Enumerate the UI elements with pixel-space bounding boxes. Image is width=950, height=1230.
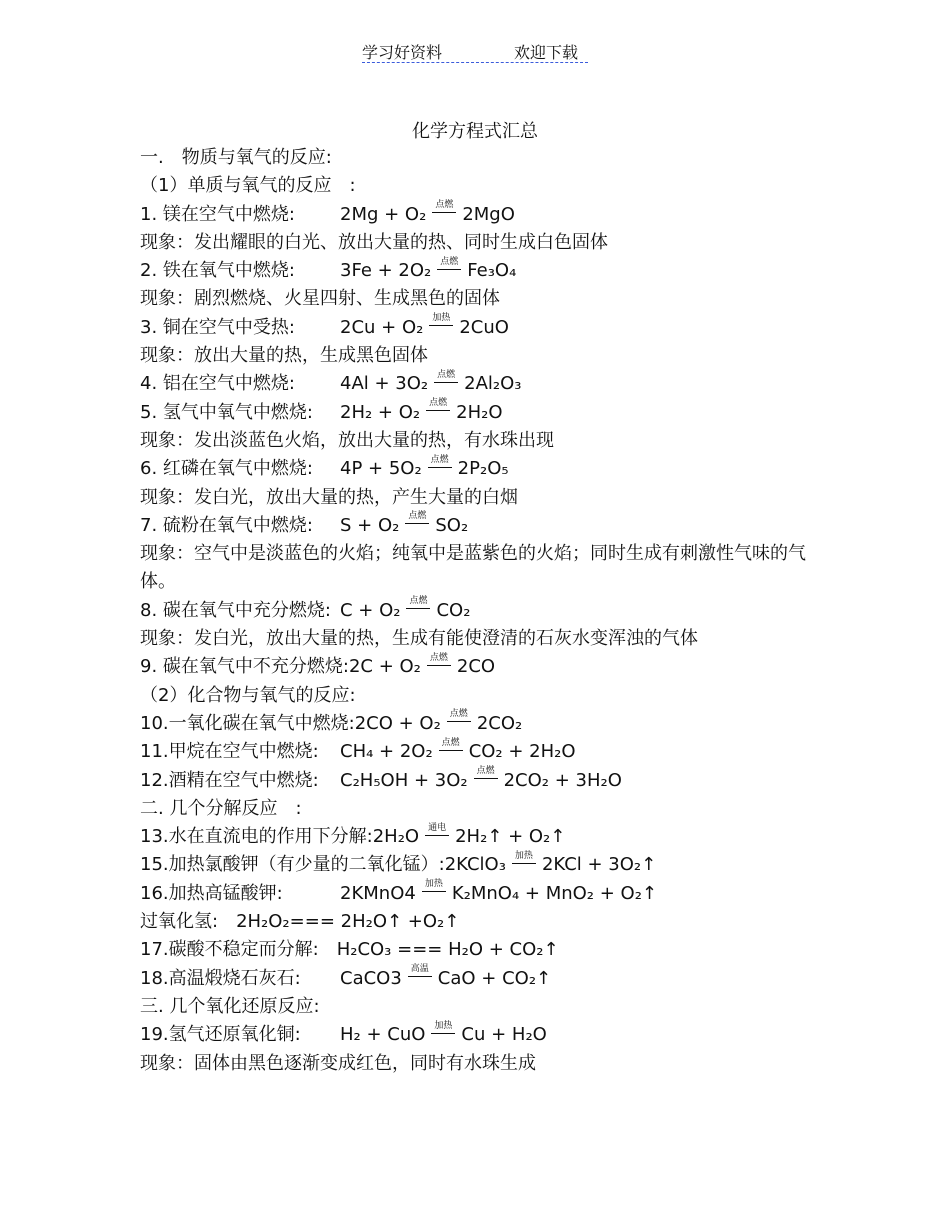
equation-line <box>140 314 820 342</box>
reaction-condition-text: 点燃 <box>429 398 448 409</box>
equation-label: 19.氢气还原氧化铜: <box>140 1024 301 1046</box>
reaction-condition-text: 点燃 <box>441 737 460 748</box>
equation-products: 2Al₂O₃ <box>464 373 522 395</box>
equation-reactants: 2Cu + O₂ <box>340 316 424 338</box>
equation-products: 2H₂O <box>456 401 503 423</box>
equation-label: 8. 碳在氧气中充分燃烧: <box>140 599 331 621</box>
equation-products: CO₂ + 2H₂O <box>468 741 576 763</box>
reaction-condition-text: 点燃 <box>435 200 454 211</box>
equation-label: 15.加热氯酸钾（有少量的二氧化锰）: <box>140 854 445 876</box>
equation-products: 2CO₂ <box>476 712 523 734</box>
section-heading: 一. 物质与氧气的反应: <box>140 147 332 168</box>
equation-line <box>140 738 820 766</box>
equation-reactants: CH₄ + 2O₂ <box>340 741 433 763</box>
reaction-condition <box>425 823 449 836</box>
equation-list <box>140 144 820 1078</box>
reaction-condition-text: 点燃 <box>476 766 495 777</box>
equation-label: 13.水在直流电的作用下分解: <box>140 826 373 848</box>
reaction-arrow-bar <box>434 382 458 383</box>
equation-reactants: 4P + 5O₂ <box>340 458 422 480</box>
equation-products: Cu + H₂O <box>461 1024 547 1046</box>
reaction-condition <box>408 964 432 977</box>
header-right: 欢迎下载 <box>514 43 579 62</box>
reaction-condition-text: 点燃 <box>449 709 468 720</box>
equation-reactants: 2KMnO4 <box>340 882 416 904</box>
document-title: 化学方程式汇总 <box>412 121 538 142</box>
reaction-condition <box>437 257 461 270</box>
equation-line <box>140 767 820 795</box>
equation-line <box>140 653 820 681</box>
reaction-condition <box>431 1021 455 1034</box>
reaction-condition-text: 通电 <box>428 822 447 833</box>
equation-reactants: 2KClO₃ <box>444 854 506 876</box>
reaction-arrow-bar <box>437 269 461 270</box>
reaction-condition-text: 点燃 <box>430 454 449 465</box>
equation-products: SO₂ <box>435 514 469 536</box>
reaction-condition <box>428 455 452 468</box>
equation-products: CaO + CO₂↑ <box>437 967 552 989</box>
reaction-condition <box>447 709 471 722</box>
reaction-arrow-bar <box>431 1033 455 1034</box>
phenomenon-text: 现象：放出大量的热，生成黑色固体 <box>140 345 428 367</box>
equation-line <box>140 710 820 738</box>
reaction-condition-text: 点燃 <box>437 369 456 380</box>
equation-line <box>140 512 820 540</box>
equation-reactants: S + O₂ <box>340 514 400 536</box>
equation-line <box>140 455 820 483</box>
equation-reactants: 2H₂ + O₂ <box>340 401 421 423</box>
equation-label: 10.一氧化碳在氧气中燃烧: <box>140 712 355 734</box>
reaction-arrow-bar <box>512 863 536 864</box>
reaction-arrow-bar <box>422 891 446 892</box>
equation-products: 2KCl + 3O₂↑ <box>541 854 657 876</box>
reaction-condition-text: 加热 <box>424 879 443 890</box>
equation-reactants: 4Al + 3O₂ <box>340 373 429 395</box>
reaction-condition <box>432 200 456 213</box>
reaction-arrow-bar <box>406 608 430 609</box>
reaction-condition-text: 加热 <box>514 850 533 861</box>
equation-products: 2H₂↑ + O₂↑ <box>455 826 566 848</box>
equation-products: 2CO₂ + 3H₂O <box>503 769 622 791</box>
equation-reactants: 3Fe + 2O₂ <box>340 260 432 282</box>
equation-label: 2. 铁在氧气中燃烧: <box>140 260 295 282</box>
equation-line <box>140 597 820 625</box>
section-heading: 三. 几个氧化还原反应: <box>140 995 320 1017</box>
page-header <box>362 40 588 63</box>
equation-products: 2MgO <box>462 203 515 225</box>
equation-reactants: 2C + O₂ <box>348 656 421 678</box>
equation-products: 2P₂O₅ <box>457 458 509 480</box>
equation-products: K₂MnO₄ + MnO₂ + O₂↑ <box>451 882 658 904</box>
subsection-heading: （2）化合物与氧气的反应: <box>140 684 356 706</box>
equation-line <box>140 880 820 908</box>
reaction-arrow-bar <box>405 523 429 524</box>
equation-line <box>140 1021 820 1049</box>
reaction-arrow-bar <box>425 835 449 836</box>
equation-label: 9. 碳在氧气中不充分燃烧: <box>140 656 349 678</box>
equation-reactants: H₂ + CuO <box>340 1024 426 1046</box>
equation-label: 12.酒精在空气中燃烧: <box>140 769 319 791</box>
equation-reactants: 2Mg + O₂ <box>340 203 427 225</box>
reaction-condition <box>426 398 450 411</box>
phenomenon-text: 现象：发出淡蓝色火焰，放出大量的热，有水珠出现 <box>140 429 554 451</box>
equation-line <box>140 399 820 427</box>
reaction-condition <box>474 766 498 779</box>
reaction-condition <box>422 879 446 892</box>
reaction-arrow-bar <box>474 778 498 779</box>
phenomenon-text: 现象：发白光，放出大量的热，生成有能使澄清的石灰水变浑浊的气体 <box>140 628 698 650</box>
reaction-condition <box>439 738 463 751</box>
reaction-condition <box>434 370 458 383</box>
equation-products: Fe₃O₄ <box>467 260 517 282</box>
reaction-arrow-bar <box>408 976 432 977</box>
equation-label: 7. 硫粉在氧气中燃烧: <box>140 514 313 536</box>
reaction-arrow-bar <box>439 750 463 751</box>
equation-reactants: 2H₂O <box>372 826 420 848</box>
equation-label: 16.加热高锰酸钾: <box>140 882 283 904</box>
reaction-condition-text: 点燃 <box>440 256 459 267</box>
subsection-heading: （1）单质与氧气的反应 : <box>140 175 356 197</box>
reaction-arrow-bar <box>428 467 452 468</box>
equation-line <box>140 823 820 851</box>
reaction-condition-text: 高温 <box>410 964 429 975</box>
phenomenon-text: 现象：空气中是淡蓝色的火焰；纯氧中是蓝紫色的火焰；同时生成有刺激性气味的气体。 <box>140 543 806 593</box>
reaction-condition-text: 点燃 <box>429 652 448 663</box>
equation-line <box>140 851 820 879</box>
equation-label: 11.甲烷在空气中燃烧: <box>140 741 319 763</box>
section-heading: 二. 几个分解反应 : <box>140 797 302 819</box>
reaction-condition-text: 点燃 <box>408 511 427 522</box>
phenomenon-text: 现象：固体由黑色逐渐变成红色，同时有水珠生成 <box>140 1052 536 1074</box>
equation-label: 4. 铝在空气中燃烧: <box>140 373 295 395</box>
reaction-condition <box>405 511 429 524</box>
equation-line: 17.碳酸不稳定而分解: H₂CO₃ === H₂O + CO₂↑ <box>140 939 559 961</box>
reaction-arrow-bar <box>432 212 456 213</box>
equation-label: 5. 氢气中氧气中燃烧: <box>140 401 313 423</box>
reaction-condition <box>512 851 536 864</box>
equation-line: 过氧化氢: 2H₂O₂=== 2H₂O↑ +O₂↑ <box>140 911 460 933</box>
equation-line <box>140 257 820 285</box>
phenomenon-text: 现象：发白光，放出大量的热，产生大量的白烟 <box>140 486 518 508</box>
reaction-condition-text: 加热 <box>434 1020 453 1031</box>
equation-reactants: 2CO + O₂ <box>354 712 441 734</box>
reaction-condition <box>427 653 451 666</box>
equation-products: CO₂ <box>436 599 471 621</box>
equation-reactants: C₂H₅OH + 3O₂ <box>340 769 468 791</box>
equation-label: 18.高温煅烧石灰石: <box>140 967 301 989</box>
reaction-condition-text: 加热 <box>432 313 451 324</box>
reaction-condition <box>406 596 430 609</box>
reaction-arrow-bar <box>427 665 451 666</box>
phenomenon-text: 现象：剧烈燃烧、火星四射、生成黑色的固体 <box>140 288 500 310</box>
reaction-condition <box>429 313 453 326</box>
equation-line <box>140 965 820 993</box>
reaction-condition-text: 点燃 <box>409 596 428 607</box>
equation-line <box>140 201 820 229</box>
equation-label: 3. 铜在空气中受热: <box>140 316 295 338</box>
equation-products: 2CuO <box>459 316 509 338</box>
equation-line <box>140 370 820 398</box>
reaction-arrow-bar <box>447 721 471 722</box>
equation-label: 1. 镁在空气中燃烧: <box>140 203 295 225</box>
reaction-arrow-bar <box>429 325 453 326</box>
phenomenon-text: 现象：发出耀眼的白光、放出大量的热、同时生成白色固体 <box>140 231 608 253</box>
equation-products: 2CO <box>456 656 496 678</box>
equation-reactants: CaCO3 <box>340 967 402 989</box>
header-left: 学习好资料 <box>362 43 443 62</box>
equation-label: 6. 红磷在氧气中燃烧: <box>140 458 313 480</box>
equation-reactants: C + O₂ <box>340 599 401 621</box>
reaction-arrow-bar <box>426 410 450 411</box>
